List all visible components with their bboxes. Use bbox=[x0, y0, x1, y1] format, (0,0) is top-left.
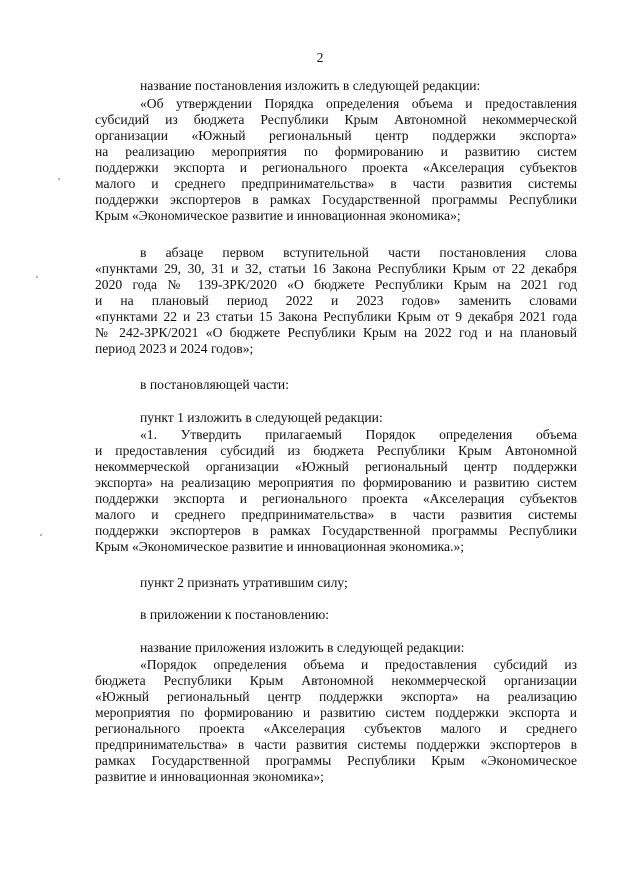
text-line: «Южный региональный центр поддержки экспорта» на реализацию bbox=[95, 689, 577, 704]
text-line: малого и среднего предпринимательства» в части развития системы bbox=[95, 176, 577, 191]
text-line: Крым «Экономическое развитие и инновационная экономика»; bbox=[95, 208, 461, 223]
text-line: пункт 1 изложить в следующей редакции: bbox=[140, 410, 383, 425]
paragraph-preamble-amendment bbox=[95, 245, 577, 357]
text-line: бюджета Республики Крым Автономной некоммерческой организации bbox=[95, 673, 577, 688]
text-line: в абзаце первом вступительной части постановления слова bbox=[140, 245, 577, 260]
text-line: на реализацию мероприятия по формированию и развитию систем bbox=[95, 144, 577, 159]
text-line: мероприятия по формированию и развитию систем поддержки экспорта и bbox=[95, 705, 577, 720]
text-line: пункт 2 признать утратившим силу; bbox=[140, 575, 348, 590]
text-line: «Порядок определения объема и предоставления субсидий из bbox=[140, 657, 577, 672]
paragraph-appendix-title-intro bbox=[95, 640, 577, 656]
text-line: поддержки экспорта и регионального проекта «Акселерация субъектов bbox=[95, 160, 577, 175]
text-line: № 242-ЗРК/2021 «О бюджете Республики Крым на 2022 год и на плановый bbox=[95, 325, 577, 340]
scan-speck bbox=[40, 534, 42, 536]
paragraph-appendix-new-title bbox=[95, 657, 577, 785]
scan-speck bbox=[36, 276, 38, 278]
text-line: «пунктами 29, 30, 31 и 32, статьи 16 Закона Республики Крым от 22 декабря bbox=[95, 261, 577, 276]
scan-speck bbox=[58, 178, 60, 180]
text-line: развитие и инновационная экономика»; bbox=[95, 769, 324, 784]
text-line: «пунктами 22 и 23 статьи 15 Закона Республики Крым от 9 декабря 2021 года bbox=[95, 309, 577, 324]
text-line: регионального проекта «Акселерация субъектов малого и среднего bbox=[95, 721, 577, 736]
text-line: название постановления изложить в следующей редакции: bbox=[140, 78, 481, 93]
text-line: название приложения изложить в следующей редакции: bbox=[140, 640, 465, 655]
paragraph-item-1-text bbox=[95, 427, 577, 555]
text-line: рамках Государственной программы Республики Крым «Экономическое bbox=[95, 753, 577, 768]
page-number: 2 bbox=[316, 50, 324, 65]
text-line: малого и среднего предпринимательства» в части развития системы bbox=[95, 507, 577, 522]
paragraph-item-2 bbox=[95, 575, 577, 591]
text-line: период 2023 и 2024 годов»; bbox=[95, 341, 254, 356]
text-line: экспорта» на реализацию мероприятия по формированию и развитию систем bbox=[95, 475, 577, 490]
text-line: организации «Южный региональный центр поддержки экспорта» bbox=[95, 128, 577, 143]
text-line: 2020 года № 139-ЗРК/2020 «О бюджете Республики Крым на 2021 год bbox=[95, 277, 577, 292]
text-line: поддержки экспортеров в рамках Государственной программы Республики bbox=[95, 192, 577, 207]
text-line: «1. Утвердить прилагаемый Порядок определения объема bbox=[140, 427, 577, 442]
paragraph-appendix-intro bbox=[95, 607, 577, 623]
text-line: и предоставления субсидий из бюджета Республики Крым Автономной bbox=[95, 443, 577, 458]
text-line: и на плановый период 2022 и 2023 годов» заменить словами bbox=[95, 293, 577, 308]
text-line: Крым «Экономическое развитие и инновационная экономика.»; bbox=[95, 539, 465, 554]
paragraph-item-1-intro bbox=[95, 410, 577, 426]
text-line: «Об утверждении Порядка определения объема и предоставления bbox=[140, 96, 577, 111]
paragraph-new-title bbox=[95, 96, 577, 224]
paragraph-operative-part bbox=[95, 377, 577, 393]
text-line: некоммерческой организации «Южный региональный центр поддержки bbox=[95, 459, 577, 474]
text-line: субсидий из бюджета Республики Крым Автономной некоммерческой bbox=[95, 112, 577, 127]
text-line: в постановляющей части: bbox=[140, 377, 289, 392]
text-line: поддержки экспортеров в рамках Государственной программы Республики bbox=[95, 523, 577, 538]
text-line: предпринимательства» в части развития системы поддержки экспортеров в bbox=[95, 737, 577, 752]
text-line: поддержки экспорта и регионального проекта «Акселерация субъектов bbox=[95, 491, 577, 506]
paragraph-title-intro bbox=[95, 78, 577, 94]
text-line: в приложении к постановлению: bbox=[140, 607, 330, 622]
